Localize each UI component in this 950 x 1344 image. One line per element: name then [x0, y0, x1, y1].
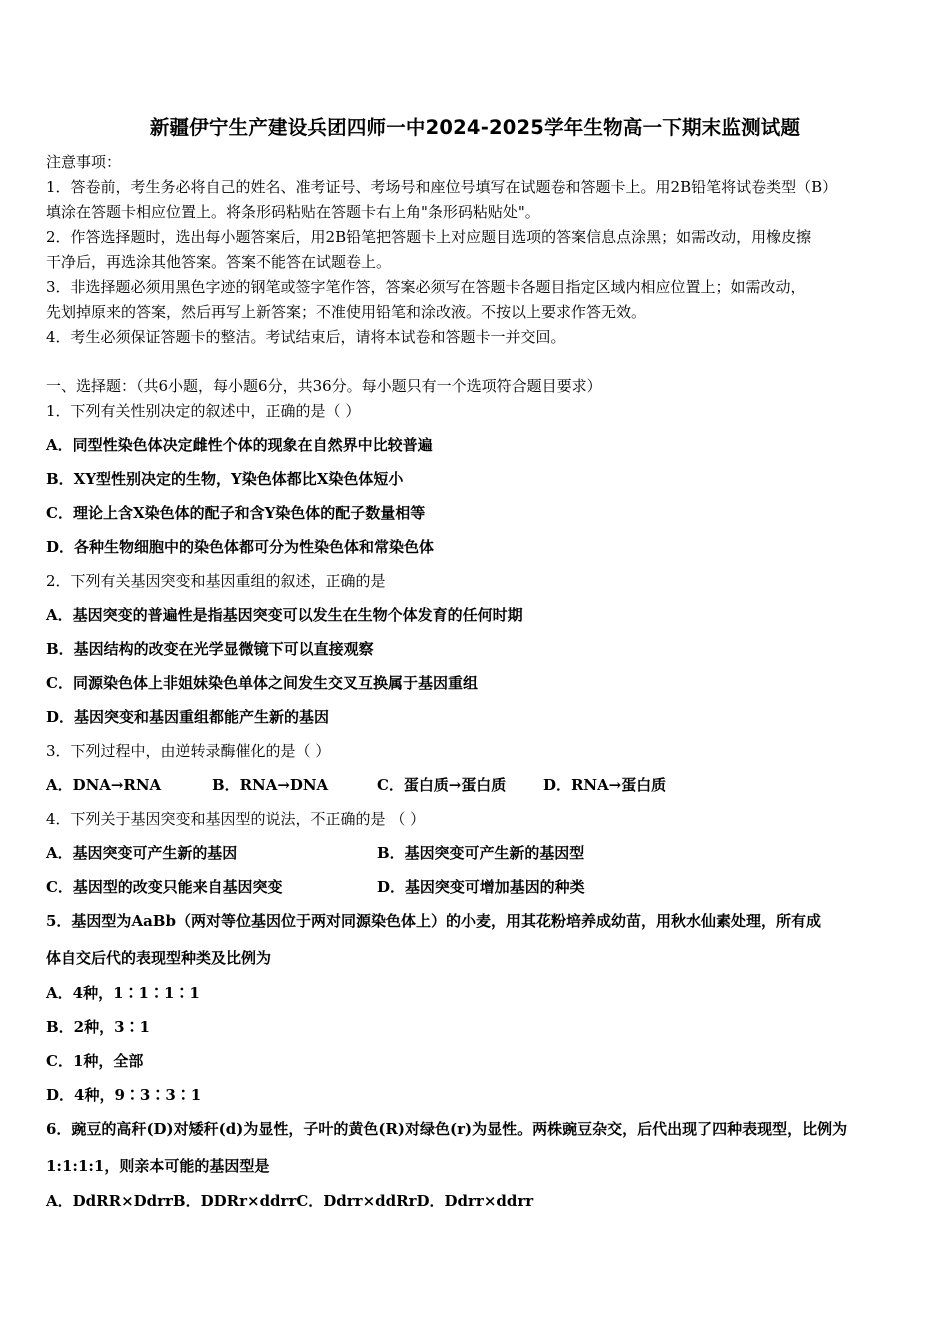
q6-options: A．DdRR×DdrrB．DDRr×ddrrC．Ddrr×ddRrD．Ddrr×ddrr	[46, 1192, 534, 1210]
q3-option-d: D．RNA→蛋白质	[543, 776, 667, 794]
notice-line-6: 先划掉原来的答案，然后再写上新答案；不准使用铅笔和涂改液。不按以上要求作答无效。	[46, 303, 647, 321]
q5-stem-line-2: 体自交后代的表现型种类及比例为	[46, 949, 272, 967]
notice-line-2: 填涂在答题卡相应位置上。将条形码粘贴在答题卡右上角"条形码粘贴处"。	[46, 203, 540, 221]
exam-title: 新疆伊宁生产建设兵团四师一中2024-2025学年生物高一下期末监测试题	[149, 116, 801, 139]
notice-heading: 注意事项：	[46, 153, 122, 171]
q2-option-d: D．基因突变和基因重组都能产生新的基因	[46, 708, 330, 726]
q3-option-c: C．蛋白质→蛋白质	[377, 776, 507, 794]
notice-line-7: 4．考生必须保证答题卡的整洁。考试结束后，请将本试卷和答题卡一并交回。	[46, 328, 566, 346]
q4-option-b: B．基因突变可产生新的基因型	[377, 844, 585, 862]
q2-option-c: C．同源染色体上非姐妹染色单体之间发生交叉互换属于基因重组	[46, 674, 478, 692]
q3-stem: 3．下列过程中，由逆转录酶催化的是（ ）	[46, 742, 331, 760]
q6-stem-line-1: 6．豌豆的高秆(D)对矮秆(d)为显性，子叶的黄色(R)对绿色(r)为显性。两株豌豆杂交，后代出现了四种表现型，比例为	[46, 1120, 848, 1138]
notice-line-5: 3．非选择题必须用黑色字迹的钢笔或签字笔作答，答案必须写在答题卡各题目指定区域内相应位置上；如需改动，	[46, 278, 806, 296]
q1-option-c: C．理论上含X染色体的配子和含Y染色体的配子数量相等	[46, 504, 426, 522]
section-heading: 一、选择题：（共6小题，每小题6分，共36分。每小题只有一个选项符合题目要求）	[46, 377, 602, 395]
q1-stem: 1．下列有关性别决定的叙述中，正确的是（ ）	[46, 402, 361, 420]
q5-option-d: D．4种，9∶3∶3∶1	[46, 1086, 202, 1104]
q4-option-a: A．基因突变可产生新的基因	[46, 844, 238, 862]
q3-option-b: B．RNA→DNA	[212, 776, 329, 794]
q3-option-a: A．DNA→RNA	[46, 776, 162, 794]
q5-option-c: C．1种，全部	[46, 1052, 144, 1070]
notice-line-3: 2．作答选择题时，选出每小题答案后，用2B铅笔把答题卡上对应题目选项的答案信息点涂黑；如需改动，用橡皮擦	[46, 228, 812, 246]
q2-option-b: B．基因结构的改变在光学显微镜下可以直接观察	[46, 640, 374, 658]
q2-stem: 2．下列有关基因突变和基因重组的叙述，正确的是	[46, 572, 386, 590]
q6-stem-line-2: 1:1:1:1，则亲本可能的基因型是	[46, 1157, 270, 1175]
q1-option-b: B．XY型性别决定的生物，Y染色体都比X染色体短小	[46, 470, 404, 488]
q5-stem-line-1: 5．基因型为AaBb（两对等位基因位于两对同源染色体上）的小麦，用其花粉培养成幼苗，用秋水仙素处理，所有成	[46, 912, 821, 930]
q4-option-c: C．基因型的改变只能来自基因突变	[46, 878, 283, 896]
notice-line-1: 1．答卷前，考生务必将自己的姓名、准考证号、考场号和座位号填写在试题卷和答题卡上。用2B铅笔将试卷类型（B）	[46, 178, 838, 196]
q1-option-a: A．同型性染色体决定雌性个体的现象在自然界中比较普遍	[46, 436, 433, 454]
q2-option-a: A．基因突变的普遍性是指基因突变可以发生在生物个体发育的任何时期	[46, 606, 523, 624]
q5-option-a: A．4种，1∶1∶1∶1	[46, 984, 200, 1002]
q5-option-b: B．2种，3∶1	[46, 1018, 150, 1036]
q4-option-d: D．基因突变可增加基因的种类	[377, 878, 585, 896]
q1-option-d: D．各种生物细胞中的染色体都可分为性染色体和常染色体	[46, 538, 435, 556]
notice-line-4: 干净后，再选涂其他答案。答案不能答在试题卷上。	[46, 253, 392, 271]
q4-stem: 4．下列关于基因突变和基因型的说法，不正确的是 （ ）	[46, 810, 426, 828]
